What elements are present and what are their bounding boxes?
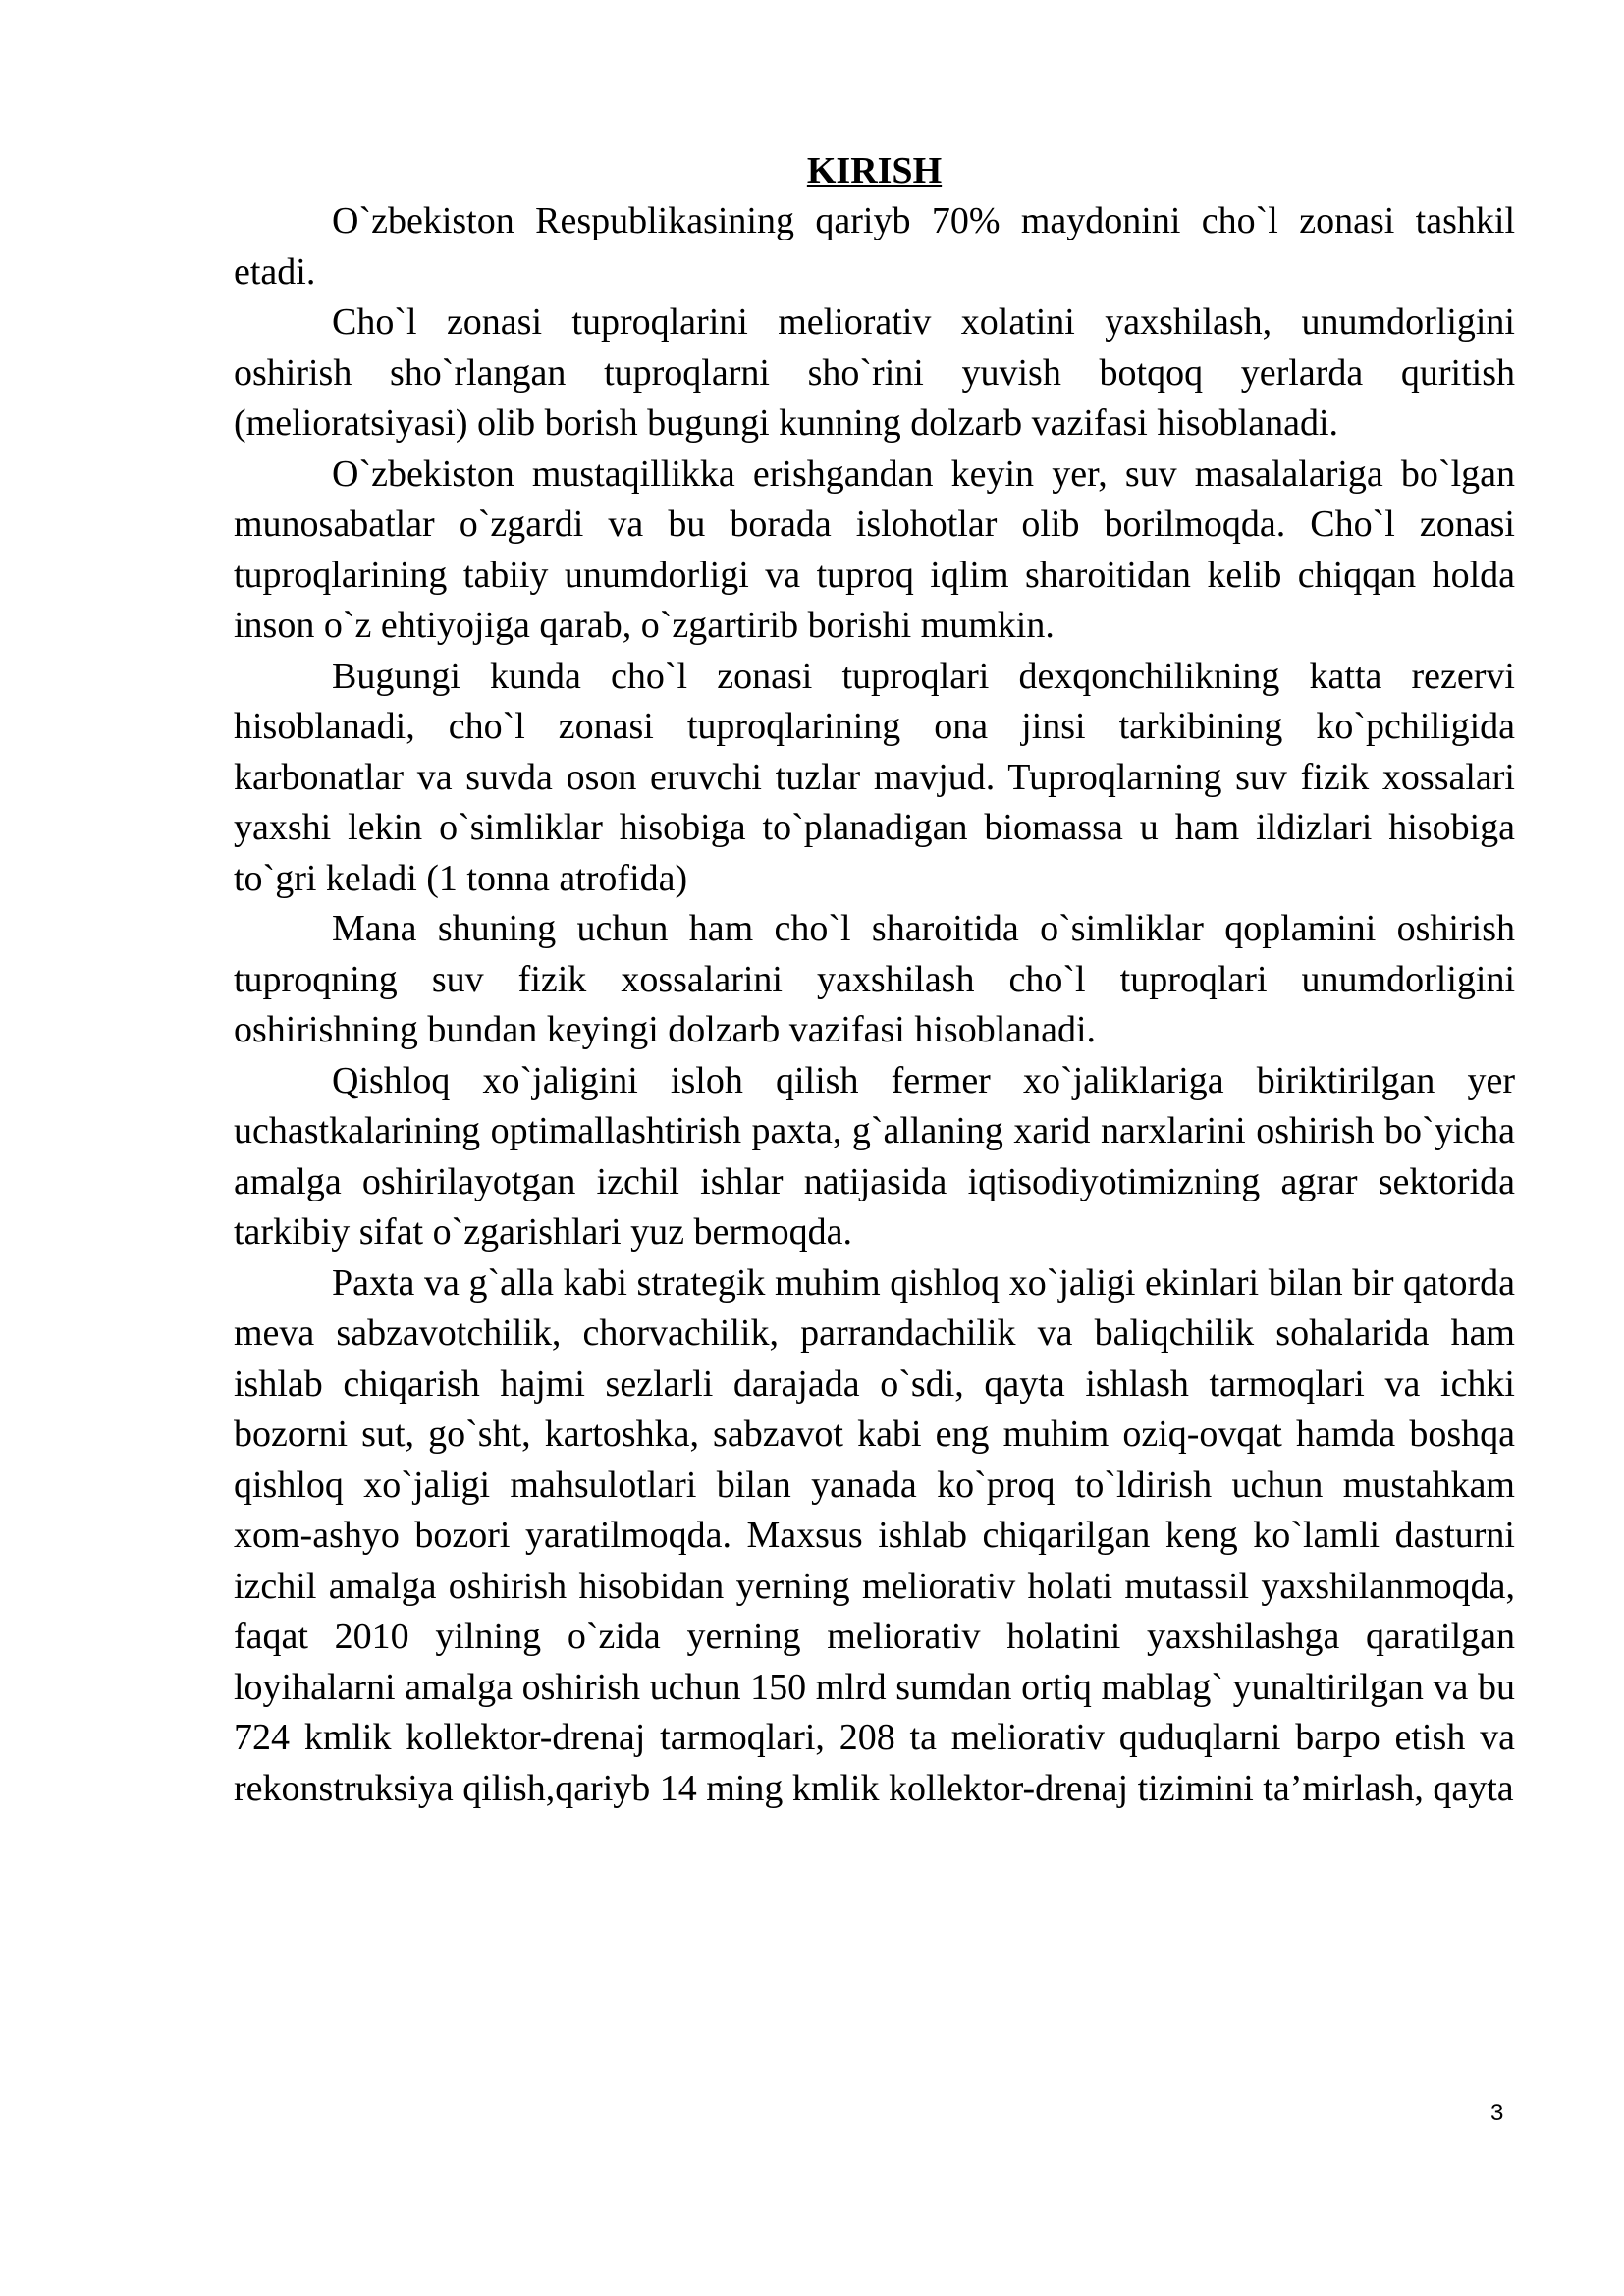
paragraph: Bugungi kunda cho`l zonasi tuproqlari dexqonchilikning katta rezervi hisoblanadi, cho`l zonasi tuproqlarining ona jinsi tarkibining ko`pchiligida karbonatlar va suvda oson eruvchi tuzlar mavjud. Tuproqlarning suv fizik xossalari yaxshi lekin o`simliklar hisobiga to`planadigan biomassa u ham ildizlari hisobiga to`gri keladi (1 tonna atrofida)	[234, 655, 1515, 899]
paragraph: Paxta va g`alla kabi strategik muhim qishloq xo`jaligi ekinlari bilan bir qatorda meva sabzavotchilik, chorvachilik, parrandachilik va baliqchilik sohalarida ham ishlab chiqarish hajmi sezlarli darajada o`sdi, qayta ishlash tarmoqlari va ichki bozorni sut, go`sht, kartoshka, sabzavot kabi eng muhim oziq-ovqat hamda boshqa qishloq xo`jaligi mahsulotlari bilan yanada ko`proq to`ldirish uchun mustahkam xom-ashyo bozori yaratilmoqda. Maxsus ishlab chiqarilgan keng ko`lamli dasturni izchil amalga oshirish hisobidan yerning meliorativ holati mutassil yaxshilanmoqda, faqat 2010 yilning o`zida yerning meliorativ holatini yaxshilashga qaratilgan loyihalarni amalga oshirish uchun 150 mlrd sumdan ortiq mablag` yunaltirilgan va bu 724 kmlik kollektor-drenaj tarmoqlari, 208 ta meliorativ quduqlarni barpo etish va rekonstruksiya qilish,qariyb 14 ming kmlik kollektor-drenaj tizimini ta’mirlash, qayta	[234, 1261, 1515, 1809]
paragraph: O`zbekiston Respublikasining qariyb 70% maydonini cho`l zonasi tashkil etadi.	[234, 200, 1515, 293]
paragraph: Cho`l zonasi tuproqlarini meliorativ xolatini yaxshilash, unumdorligini oshirish sho`rlangan tuproqlarni sho`rini yuvish botqoq yerlarda quritish (melioratsiyasi) olib borish bugungi kunning dolzarb vazifasi hisoblanadi.	[234, 301, 1515, 444]
paragraph: O`zbekiston mustaqillikka erishgandan keyin yer, suv masalalariga bo`lgan munosabatlar o`zgardi va bu borada islohotlar olib borilmoqda. Cho`l zonasi tuproqlarining tabiiy unumdorligi va tuproq iqlim sharoitidan kelib chiqqan holda inson o`z ehtiyojiga qarab, o`zgartirib borishi mumkin.	[234, 453, 1515, 646]
section-heading: KIRISH	[806, 150, 943, 191]
document-page	[234, 145, 1515, 1814]
paragraph: Mana shuning uchun ham cho`l sharoitida o`simliklar qoplamini oshirish tuproqning suv fizik xossalarini yaxshilash cho`l tuproqlari unumdorligini oshirishning bundan keyingi dolzarb vazifasi hisoblanadi.	[234, 908, 1515, 1050]
paragraph: Qishloq xo`jaligini isloh qilish fermer xo`jaliklariga biriktirilgan yer uchastkalarining optimallashtirish paxta, g`allaning xarid narxlarini oshirish bo`yicha amalga oshirilayotgan izchil ishlar natijasida iqtisodiyotimizning agrar sektorida tarkibiy sifat o`zgarishlari yuz bermoqda.	[234, 1059, 1515, 1253]
page-number: 3	[1490, 2100, 1504, 2126]
